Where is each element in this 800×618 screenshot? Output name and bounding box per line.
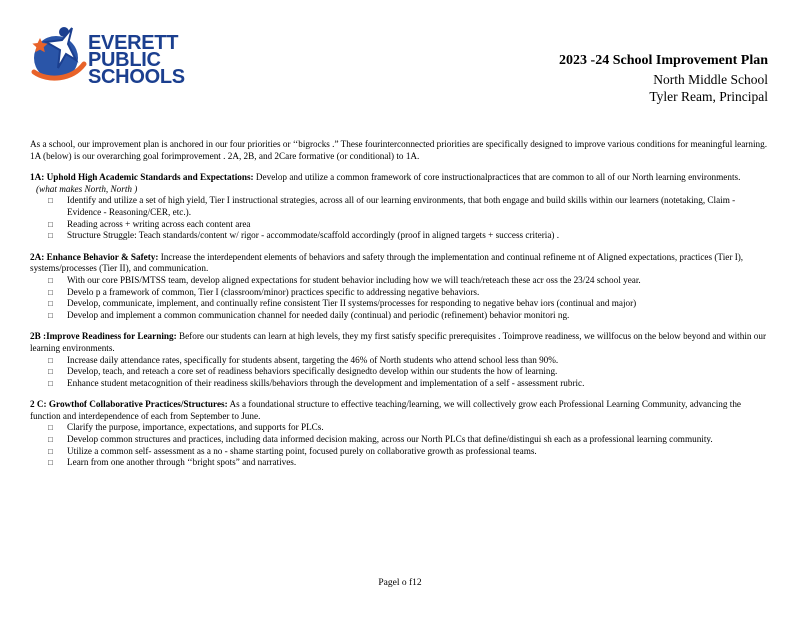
priority-sections: [30, 172, 770, 469]
priority-section: [30, 252, 770, 322]
list-item: □ Develop, communicate, implement, and continually refine consistent Tier II systems/processes for responding to negative behav iors (continual and major): [30, 298, 770, 310]
priority-section: [30, 172, 770, 242]
section-paragraph: [30, 252, 770, 275]
list-item: □ Develop common structures and practices, including data informed decision making, across our North PLCs that define/distingui sh each as a professional learning community.: [30, 434, 770, 446]
document-title: 2023 -24 School Improvement Plan: [559, 53, 768, 68]
section-paragraph: [30, 331, 770, 354]
section-paragraph: [30, 172, 770, 184]
section-text: As a foundational structure to effective teaching/learning, we will collectively grow each Professional Learning Community, advancing the function and interdependence of each from September to June.: [30, 399, 741, 421]
list-item: □ Utilize a common self- assessment as a no - shame starting point, focused purely on collaborative growth as professional teams.: [30, 446, 770, 458]
list-item: □ Increase daily attendance rates, specifically for students absent, targeting the 46% of North students who attend school less than 90%.: [30, 355, 770, 367]
section-text: Increase the interdependent elements of behaviors and safety through the implementation and continual refineme nt of Aligned expectations, practices (Tier I), systems/processes (Tier II), and communication.: [30, 251, 744, 274]
bullet-list: [30, 422, 770, 468]
list-item: □ Reading across + writing across each content area: [30, 219, 770, 231]
bullet-list: [30, 275, 770, 321]
list-item: □ Clarify the purpose, importance, expectations, and supports for PLCs.: [30, 422, 770, 434]
document-body: [30, 139, 770, 469]
section-heading: 2A: Enhance Behavior & Safety:: [30, 251, 159, 262]
section-text: Before our students can learn at high levels, they my first satisfy specific prerequisites . Toimprove readiness, we willfocus on the below beyond and within our learning environments.: [30, 331, 767, 353]
section-heading: 2B :Improve Readiness for Learning:: [30, 331, 177, 342]
section-heading: 1A: Uphold High Academic Standards and Expectations:: [30, 172, 254, 183]
section-note: (what makes North, North ): [36, 183, 138, 194]
logo-text-public: PUBLIC: [88, 49, 161, 71]
priority-section: [30, 331, 770, 389]
list-item: □ Develo p a framework of common, Tier I (classroom/minor) practices specific to addressing negative behaviors.: [30, 287, 770, 299]
principal-name: Tyler Ream, Principal: [649, 89, 768, 104]
list-item: □ Identify and utilize a set of high yield, Tier I instructional strategies, across all of our learning environments, that both engage and build skills within our learners (notetaking, Claim - Evidence - Reasoning/CER, etc.).: [30, 195, 770, 218]
section-heading: 2 C: Growthof Collaborative Practices/Structures:: [30, 399, 228, 410]
logo-text-schools: SCHOOLS: [88, 66, 185, 88]
section-text: Develop and utilize a common framework of core instructionalpractices that are common to all of our North learning environments.: [253, 172, 741, 183]
list-item: □ Structure Struggle: Teach standards/content w/ rigor - accommodate/scaffold accordingly (proof in aligned targets + success criteria) .: [30, 230, 770, 242]
intro-paragraph: As a school, our improvement plan is anchored in our four priorities or ‘‘bigrocks .” These fourinterconnected priorities are specifically designed to improve various conditions for meaningful learning. 1A (below) is our overarching goal forimprovement . 2A, 2B, and 2Care formative (or conditional) to 1A.: [30, 139, 767, 161]
list-item: □ Enhance student metacognition of their readiness skills/behaviors through the development and implementation of a self - assessment rubric.: [30, 378, 770, 390]
bullet-list: [30, 355, 770, 390]
list-item: □ Learn from one another through ‘‘bright spots” and narratives.: [30, 457, 770, 469]
section-paragraph: [30, 399, 770, 422]
list-item: □ Develop and implement a common communication channel for needed daily (continual) and periodic (refinement) behavior monitori ng.: [30, 310, 770, 322]
bullet-list: [30, 195, 770, 241]
list-item: □ With our core PBIS/MTSS team, develop aligned expectations for student behavior including how we will teach/reteach these acr oss the 23/24 school year.: [30, 275, 770, 287]
priority-section: [30, 399, 770, 469]
school-name: North Middle School: [653, 72, 768, 87]
page-number: Pagel o f12: [378, 578, 422, 588]
logo-text-everett: EVERETT: [88, 32, 179, 54]
list-item: □ Develop, teach, and reteach a core set of readiness behaviors specifically designedto develop within our students the how of learning.: [30, 366, 770, 378]
